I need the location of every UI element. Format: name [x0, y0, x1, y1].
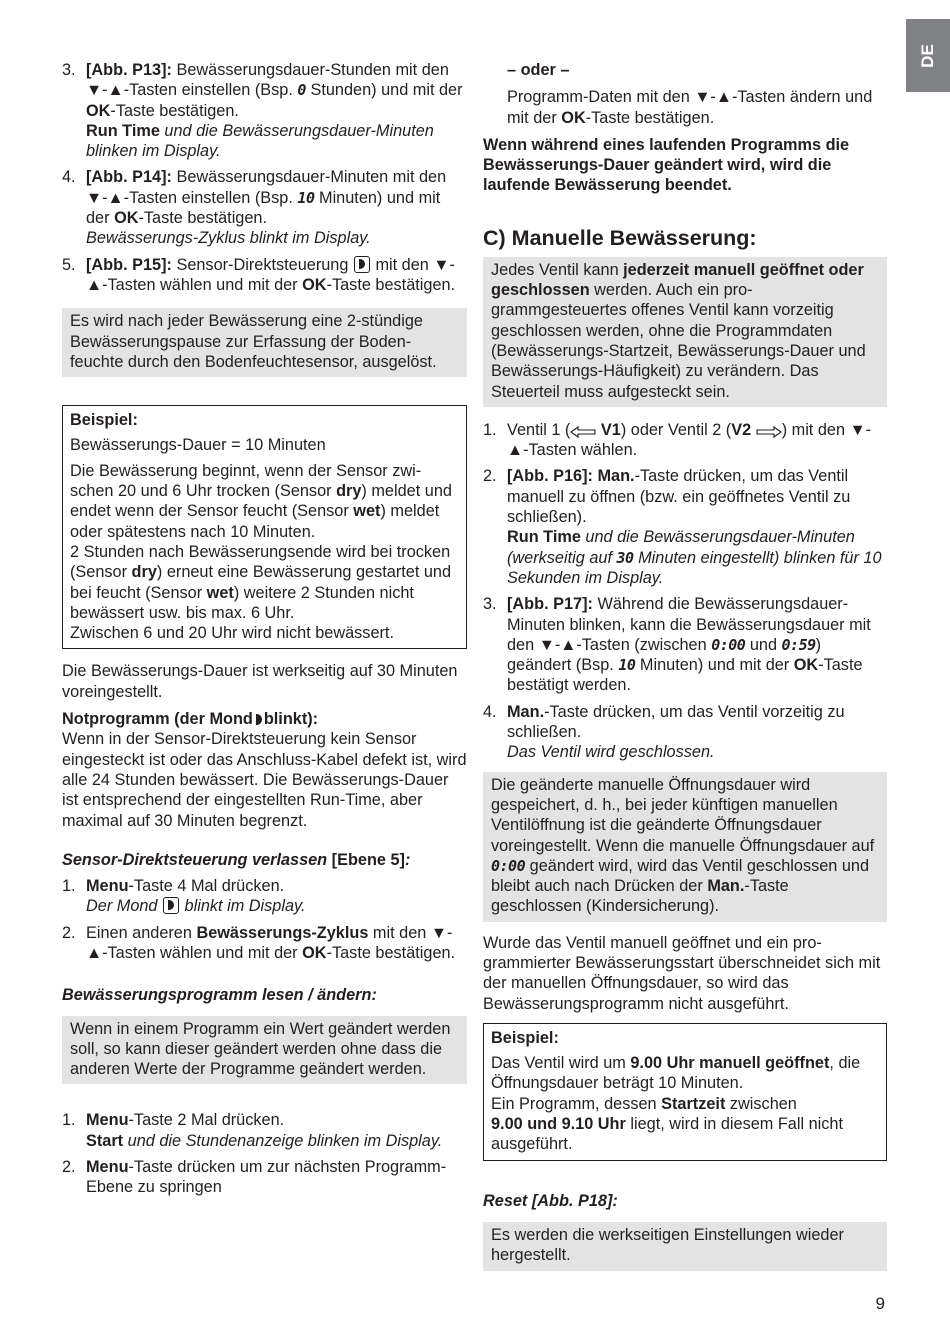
text: -Taste 2 Mal drücken.: [128, 1111, 285, 1130]
run-time-label: Run Time: [507, 528, 581, 547]
ok-key: OK: [302, 275, 327, 294]
text: und die Bewässerungsdauer-Minuten (werkseitig auf: [507, 528, 855, 567]
text: Bewässerungs-Zyklus blinkt im Display.: [86, 229, 371, 248]
display-digits: 0: [297, 81, 306, 100]
menu-key: Menu: [86, 1111, 129, 1130]
ok-key: OK: [86, 101, 111, 120]
or-text: [507, 87, 887, 128]
text: Das Ventil wird um: [491, 1054, 631, 1073]
text: Notprogramm (der Mond: [62, 710, 253, 729]
menu-key: Menu: [86, 1158, 129, 1177]
text: Zwischen 6 und 20 Uhr wird nicht bewässert.: [70, 624, 394, 643]
text: liegt, wird in diesem Fall nicht ausgeführt.: [491, 1115, 843, 1154]
text: -Taste bestätigt werden.: [507, 656, 863, 695]
emergency-title: [62, 709, 467, 729]
text: und: [745, 635, 782, 654]
list-item: [483, 702, 887, 763]
program-title: Bewässerungsprogramm lesen / ändern:: [62, 986, 377, 1005]
text: -Taste drücken um zur nächsten Programm-Ebene zu springen: [86, 1158, 447, 1197]
exit-steps: [62, 876, 467, 963]
overlap-text: Wurde das Ventil manuell geöffnet und ein programmierter Bewässerungsstart überschneidet sich mit der manuellen Öffnungsdauer, so wird das Bewässerungsprogramm nicht ausgeführt.: [483, 933, 881, 1013]
figure-ref: [Abb. P16]:: [507, 467, 593, 486]
list-item: [62, 1157, 467, 1198]
text: werden. Auch ein programmgesteuertes offenes Ventil kann vorzeitig geschlossen werden, ohne die Programmdaten (Bewässerungs-Startzeit, Bewässerungs-Dauer und Bewässerungs-Häufigkeit) zu verändern. Das Steuerteil muss aufgesteckt sein.: [491, 281, 866, 401]
text: Minuten eingestellt) blinken für 10 Sekunden im Display.: [507, 548, 882, 587]
text: ) meldet und endet wenn der Sensor feucht (Sensor: [70, 482, 452, 521]
emergency-text: Wenn in der Sensor-Direktsteuerung kein Sensor eingesteckt ist oder das Anschluss-Kabel defekt ist, wird alle 24 Stunden bewässert. Die Bewässerungs-Dauer ist entsprechend der eingestellten Run-Time, aber maximal auf 30 Minuten begrenzt.: [62, 730, 467, 830]
arrow-keys-icon: ▼-▲: [507, 420, 872, 460]
example-paragraph: [491, 1053, 879, 1154]
menu-key: Menu: [86, 877, 129, 896]
or-block: [483, 60, 887, 128]
text: ) oder Ventil 2 (: [620, 420, 732, 439]
display-digits: 0:00: [491, 856, 526, 875]
left-column: [62, 60, 467, 1204]
valve-2-label: V2: [731, 420, 752, 439]
sensor-wet: wet: [206, 583, 234, 602]
text: -Taste bestätigen.: [326, 943, 456, 962]
text: -Taste drücken, um das Ventil vorzeitig zu schließen.: [507, 702, 845, 742]
text: Die geänderte manuelle Öffnungsdauer wird gespeichert, d. h., bei jeder künftigen manuellen Ventilöffnung ist die geänderte Öffnungsdauer voreingestellt. Wenn die manuelle Öffnungsdauer auf: [491, 775, 875, 855]
list-item: [483, 466, 887, 588]
sensor-wet: wet: [353, 502, 381, 521]
program-steps: [62, 1110, 467, 1197]
moon-icon: [354, 256, 370, 273]
section-heading: C) Manuelle Bewässerung:: [483, 225, 757, 250]
text: -Tasten (zwischen: [576, 635, 712, 654]
note-box: [483, 1222, 887, 1271]
text: -Tasten ändern und mit der: [507, 88, 873, 127]
arrow-keys-icon: ▼-▲: [86, 81, 124, 100]
text: Programm-Daten mit den: [507, 88, 695, 107]
or-label: – oder –: [507, 61, 570, 79]
arrow-keys-icon: ▼-▲: [86, 255, 455, 294]
text: Während die Bewässerungsdauer-Minuten blinken, kann die Bewässerungsdauer mit den: [507, 595, 871, 654]
text: ) meldet oder spätestens nach 10 Minuten.: [70, 502, 440, 541]
display-digits: 0:59: [781, 635, 816, 654]
man-key: Man.: [507, 702, 545, 721]
text: und die Stundenanzeige blinken im Display.: [123, 1131, 443, 1150]
text: -Taste bestätigen.: [326, 275, 456, 294]
note-text: Wenn in einem Programm ein Wert geändert werden soll, so kann dieser geändert werden ohne dass die anderen Werte der Programme geändert werden.: [70, 1019, 451, 1079]
exit-title: [62, 850, 467, 870]
step-number: 1.: [62, 1111, 76, 1130]
step-number: 2.: [483, 467, 497, 486]
text: Die Bewässerung beginnt, wenn der Sensor zwischen 20 und 6 Uhr trocken (Sensor: [70, 461, 422, 501]
text: Jedes Ventil kann: [491, 260, 624, 279]
text: ) erneut eine Bewässerung gestartet und bei feucht (Sensor: [70, 563, 452, 602]
list-item: [62, 60, 467, 161]
ok-key: OK: [561, 108, 586, 127]
text: blinkt im Display.: [180, 897, 306, 916]
text: -Taste geschlossen (Kindersicherung).: [491, 877, 789, 916]
default-text: Die Bewässerungs-Dauer ist werkseitig auf 30 Minuten voreingestellt.: [62, 662, 458, 701]
arrow-keys-icon: ▼-▲: [86, 188, 124, 207]
text: Bewässerungsdauer-Stunden mit den: [171, 61, 449, 79]
right-column: [483, 60, 887, 1271]
text: blinkt):: [263, 710, 319, 729]
text: ) geändert (Bsp.: [507, 635, 822, 675]
step-number: 4.: [483, 702, 497, 721]
text: -Taste bestätigen.: [138, 209, 268, 228]
text: :: [404, 850, 411, 869]
text: 9.00 und 9.10 Uhr: [491, 1115, 626, 1134]
note-text: [491, 260, 879, 402]
text: Minuten) und mit der: [86, 188, 441, 228]
text: 2 Stunden nach Bewässerungsende wird bei trocken (Sensor: [70, 542, 451, 582]
valve-1-label: V1: [600, 420, 621, 439]
text: mit den: [370, 255, 434, 274]
display-digits: 10: [618, 656, 636, 675]
text: -Tasten wählen und mit der: [102, 275, 303, 294]
text: und die Bewässerungsdauer-Minuten blinken im Display.: [86, 121, 434, 161]
warning-text: Wenn während eines laufenden Programms die Bewässerungs-Dauer geändert wird, wird die laufende Bewässerung beendet.: [483, 135, 850, 195]
note-box: [483, 772, 887, 922]
text: Minuten) und mit der: [635, 656, 794, 675]
text: -Tasten wählen.: [523, 441, 638, 460]
text: Sensor-Direktsteuerung verlassen: [62, 850, 328, 869]
text: , die Öffnungsdauer beträgt 10 Minuten.: [491, 1054, 861, 1093]
man-key: Man.: [592, 467, 635, 486]
text: geändert wird, wird das Ventil geschlossen und bleibt auch nach Drücken der: [491, 856, 870, 896]
text: Ein Programm, dessen: [491, 1094, 662, 1113]
figure-ref: [Abb. P13]:: [86, 61, 172, 79]
text: mit den: [368, 923, 431, 942]
cycle-label: Bewässerungs-Zyklus: [196, 923, 369, 942]
text: [Ebene 5]: [327, 850, 405, 869]
text: Startzeit: [661, 1094, 726, 1113]
manual-steps: [483, 420, 887, 763]
steps-list-1: [62, 60, 467, 295]
list-item: [483, 594, 887, 695]
text: Ventil 1 (: [507, 420, 571, 439]
language-tab: [906, 19, 950, 92]
note-box: [62, 1016, 467, 1085]
figure-ref: [Abb. P15]:: [86, 255, 172, 274]
step-number: 4.: [62, 168, 76, 187]
note-box: [62, 308, 467, 377]
text: ) weitere 2 Stunden nicht bewässert usw. bis max. 6 Uhr.: [70, 583, 414, 622]
note-text: Es werden die werkseitigen Einstellungen wieder hergestellt.: [491, 1225, 844, 1265]
page-number: 9: [875, 1294, 885, 1313]
list-item: [62, 923, 467, 964]
step-number: 2.: [62, 1158, 76, 1177]
ok-key: OK: [114, 209, 139, 228]
text: -Taste drücken, um das Ventil manuell zu öffnen (bzw. ein geöffnetes Ventil zu schließen).: [507, 467, 851, 527]
arrow-left-icon: [570, 426, 596, 438]
text: -Tasten wählen und mit der: [102, 943, 303, 962]
text: jederzeit manuell geöffnet oder geschlossen: [491, 260, 864, 300]
ok-key: OK: [302, 943, 327, 962]
text: Sensor-Direktsteuerung: [171, 255, 353, 274]
figure-ref: [Abb. P14]:: [86, 168, 172, 187]
text: 9.00 Uhr manuell geöffnet: [630, 1054, 830, 1073]
note-box: [483, 257, 887, 407]
text: -Tasten einstellen (Bsp.: [123, 81, 298, 100]
text: zwischen: [725, 1094, 797, 1113]
display-digits: 30: [616, 548, 634, 567]
text: Bewässerungsdauer-Minuten mit den: [171, 168, 447, 187]
moon-icon: [163, 897, 179, 914]
arrow-keys-icon: ▼-▲: [694, 88, 732, 107]
display-digits: 0:00: [711, 635, 746, 654]
list-item: [483, 420, 887, 461]
note-text: Es wird nach jeder Bewässerung eine 2-stündige Bewässerungspause zur Erfassung der Bodenfeuchte durch den Bodenfeuchtesensor, ausgelöst.: [70, 312, 437, 371]
example-line: Bewässerungs-Dauer = 10 Minuten: [70, 436, 326, 455]
step-number: 3.: [483, 595, 497, 614]
example-box: [62, 405, 467, 649]
language-tab-label: DE: [917, 43, 937, 68]
text: ) mit den: [781, 420, 850, 439]
list-item: [62, 1110, 467, 1151]
moon-icon: [256, 714, 262, 725]
text: Der Mond: [86, 897, 163, 916]
step-number: 1.: [62, 877, 76, 896]
text: -Taste bestätigen.: [585, 108, 715, 127]
text: -Tasten einstellen (Bsp.: [123, 188, 298, 207]
sensor-dry: dry: [336, 482, 362, 501]
arrow-keys-icon: ▼-▲: [86, 923, 453, 962]
ok-key: OK: [793, 656, 819, 675]
example-paragraph: [70, 461, 459, 644]
list-item: [62, 876, 467, 917]
start-label: Start: [86, 1131, 124, 1150]
display-digits: 10: [297, 188, 315, 207]
example-title: Beispiel:: [491, 1028, 559, 1047]
example-title: Beispiel:: [70, 411, 138, 430]
list-item: [62, 167, 467, 248]
text: -Taste bestätigen.: [110, 101, 239, 120]
step-number: 3.: [62, 61, 76, 79]
run-time-label: Run Time: [86, 121, 160, 140]
step-number: 5.: [62, 255, 76, 274]
text: -Taste 4 Mal drücken.: [128, 877, 285, 896]
sensor-dry: dry: [131, 563, 157, 582]
arrow-keys-icon: ▼-▲: [538, 635, 577, 654]
text: Stunden) und mit der: [305, 81, 463, 100]
man-key: Man.: [707, 877, 745, 896]
note-text: [491, 775, 879, 917]
list-item: [62, 255, 467, 296]
text: Einen anderen: [86, 923, 197, 942]
step-number: 1.: [483, 420, 497, 439]
text: Das Ventil wird geschlossen.: [507, 743, 715, 762]
example-box: [483, 1023, 887, 1161]
reset-title: Reset [Abb. P18]:: [483, 1191, 618, 1210]
figure-ref: [Abb. P17]:: [507, 595, 593, 614]
arrow-right-icon: [756, 426, 782, 438]
step-number: 2.: [62, 923, 76, 942]
